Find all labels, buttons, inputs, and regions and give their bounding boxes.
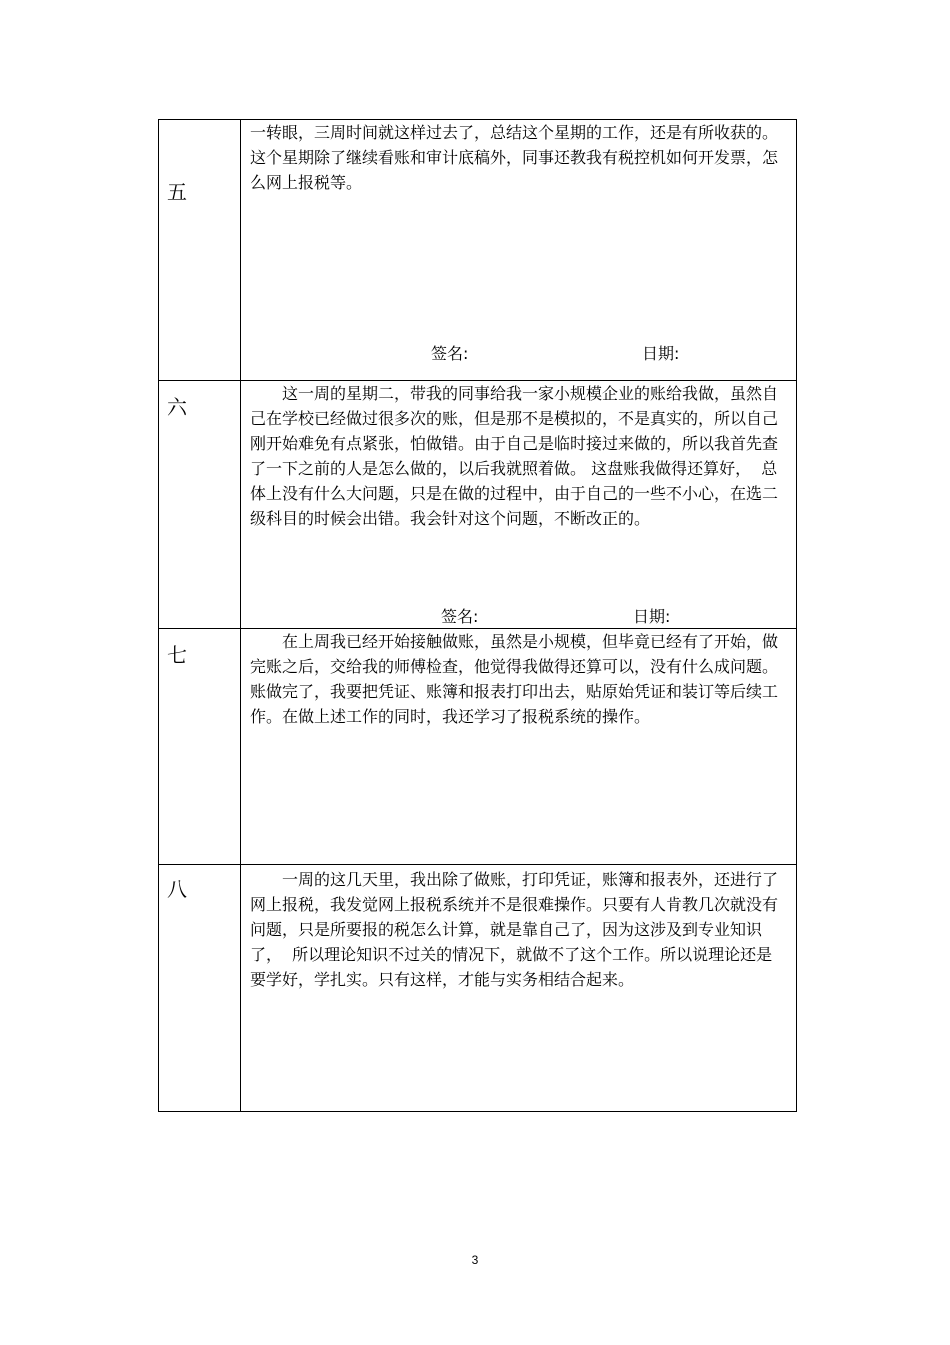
week-number-cell	[159, 629, 241, 865]
week-number-cell	[159, 865, 241, 1112]
week-row-5	[159, 120, 797, 381]
week-entry-text: 一周的这几天里，我出除了做账，打印凭证，账簿和报表外，还进行了网上报税，我发觉网上报税系统并不是很难操作。只要有人肯教几次就没有问题，只是所要报的税怎么计算，就是靠自己了，因为这涉及到专业知识了， 所以理论知识不过关的情况下，就做不了这个工作。所以说理论还是要学好，学扎实。只有这样，才能与实务相结合起来。	[250, 870, 779, 989]
date-label: 日期:	[642, 344, 680, 363]
week-number: 八	[167, 877, 187, 901]
week-content-cell	[241, 629, 797, 865]
date-label: 日期:	[633, 607, 671, 626]
week-number-cell	[159, 381, 241, 629]
week-entry-text: 在上周我已经开始接触做账，虽然是小规模，但毕竟已经有了开始，做完账之后，交给我的师傅检查，他觉得我做得还算可以，没有什么成问题。账做完了，我要把凭证、账簿和报表打印出去，贴原始凭证和装订等后续工作。在做上述工作的同时，我还学习了报税系统的操作。	[250, 632, 779, 726]
week-row-7	[159, 629, 797, 865]
week-row-6	[159, 381, 797, 629]
page-number: 3	[471, 1253, 479, 1267]
week-entry-text: 这一周的星期二，带我的同事给我一家小规模企业的账给我做，虽然自己在学校已经做过很多次的账，但是那不是模拟的，不是真实的，所以自己刚开始难免有点紧张，怕做错。由于自己是临时接过来做的，所以我首先查了一下之前的人是怎么做的，以后我就照着做。 这盘账我做得还算好， 总体上没有什么大问题，只是在做的过程中，由于自己的一些不小心，在选二级科目的时候会出错。我会针对这个问题，不断改正的。	[250, 384, 779, 528]
signature-label: 签名:	[431, 344, 469, 363]
week-content-cell	[241, 865, 797, 1112]
week-number: 六	[167, 395, 187, 419]
week-content-cell	[241, 381, 797, 629]
week-entry-text: 一转眼，三周时间就这样过去了，总结这个星期的工作，还是有所收获的。这个星期除了继续看账和审计底稿外，同事还教我有税控机如何开发票，怎么网上报税等。	[250, 123, 779, 192]
week-content-cell	[241, 120, 797, 381]
week-row-8	[159, 865, 797, 1112]
week-number-cell	[159, 120, 241, 381]
week-number: 五	[167, 180, 187, 204]
signature-label: 签名:	[441, 607, 479, 626]
weekly-log-table	[158, 119, 797, 1112]
week-number: 七	[167, 643, 187, 667]
